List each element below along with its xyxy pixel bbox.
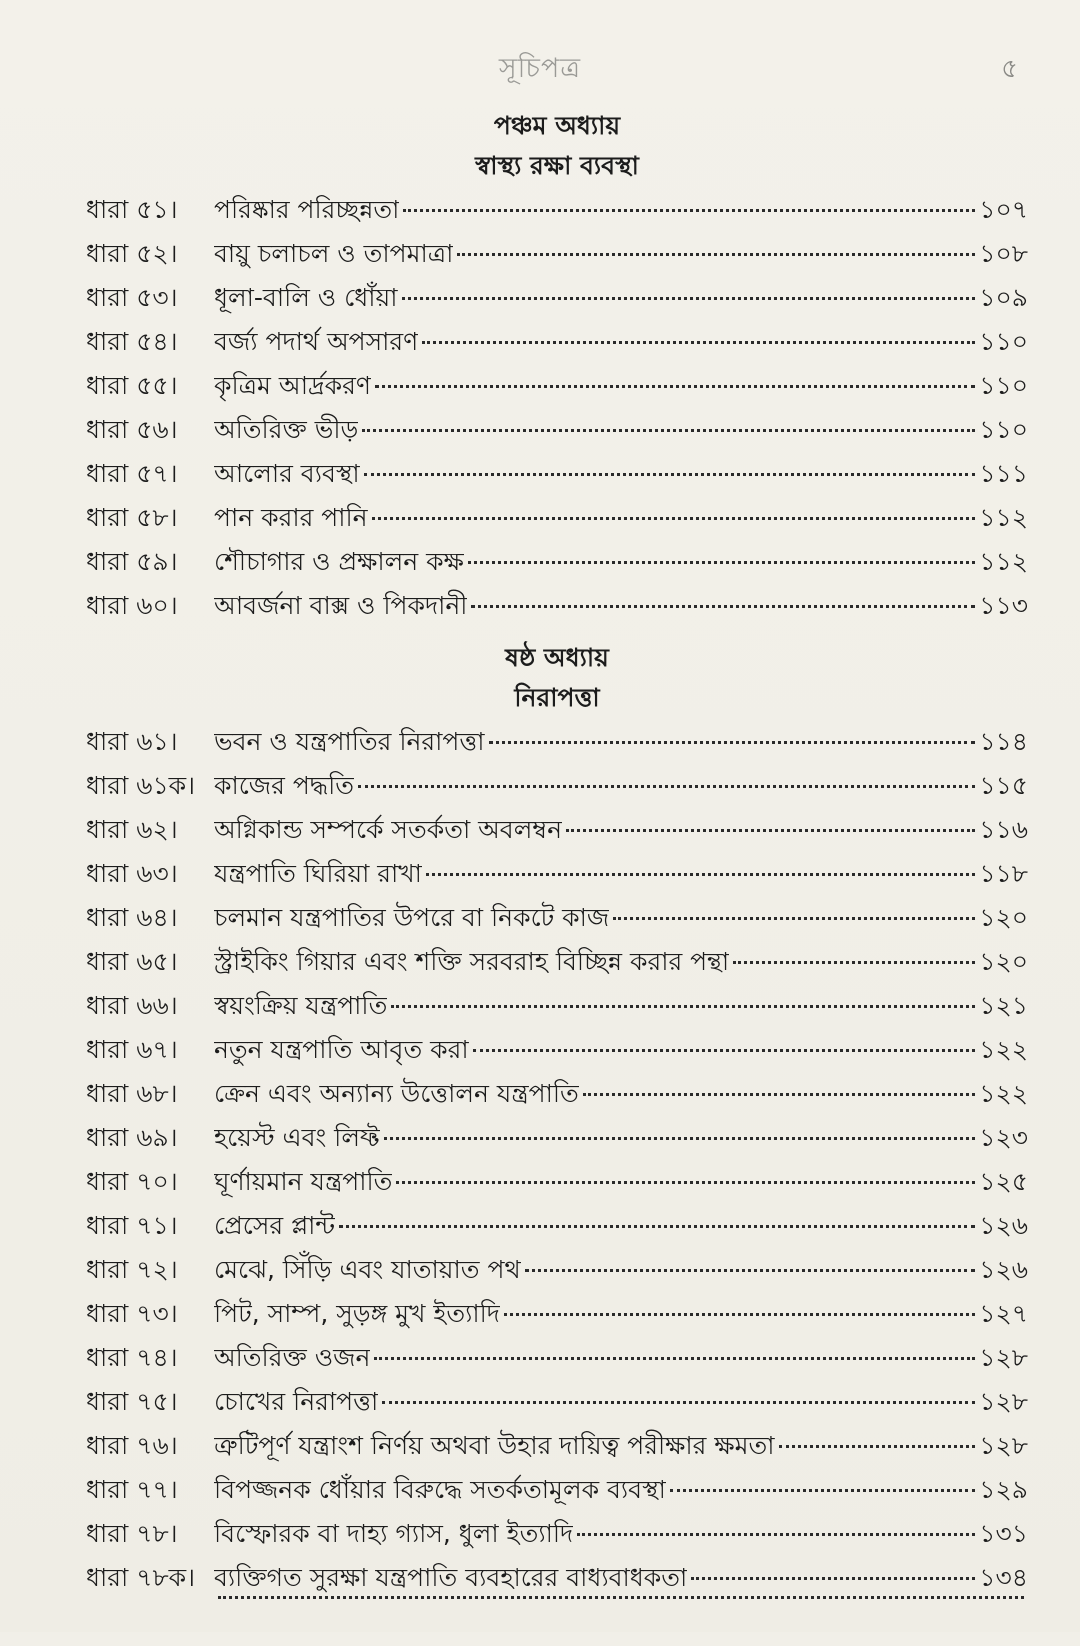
page-ref: ১২২ xyxy=(979,1079,1028,1108)
section-title: নতুন যন্ত্রপাতি আবৃত করা xyxy=(214,1035,469,1064)
page-ref: ১২২ xyxy=(979,1035,1028,1064)
section-title: পরিষ্কার পরিচ্ছন্নতা xyxy=(214,195,400,224)
toc-entry xyxy=(86,190,1028,234)
chapter-heading xyxy=(86,638,1028,718)
section-title: প্রেসের প্লান্ট xyxy=(214,1211,336,1240)
toc-entry xyxy=(86,234,1028,278)
section-number: ধারা ৫৯। xyxy=(86,547,178,576)
section-title: মেঝে, সিঁড়ি এবং যাতায়াত পথ xyxy=(214,1255,521,1284)
dot-leader xyxy=(468,561,975,564)
section-title: বিপজ্জনক ধোঁয়ার বিরুদ্ধে সতর্কতামূলক ব্যবস্থা xyxy=(214,1475,666,1504)
dot-leader xyxy=(374,1357,975,1360)
toc-entry xyxy=(86,722,1028,766)
section-number: ধারা ৬০। xyxy=(86,591,178,620)
toc-entry xyxy=(86,586,1028,630)
section-title: ত্রুটিপূর্ণ যন্ত্রাংশ নির্ণয় অথবা উহার দায়িত্ব পরীক্ষার ক্ষমতা xyxy=(214,1431,775,1460)
section-number: ধারা ৫৭। xyxy=(86,459,178,488)
toc-entry xyxy=(86,810,1028,854)
page-ref: ১২০ xyxy=(979,947,1028,976)
section-number: ধারা ৭৩। xyxy=(86,1299,178,1328)
toc-entry xyxy=(86,1030,1028,1074)
page-ref: ১১০ xyxy=(979,327,1028,356)
toc-entry xyxy=(86,1294,1028,1338)
section-number: ধারা ৬২। xyxy=(86,815,178,844)
toc-entry xyxy=(86,542,1028,586)
toc-entry xyxy=(86,1514,1028,1558)
section-number: ধারা ৭৫। xyxy=(86,1387,178,1416)
dot-leader xyxy=(691,1577,975,1580)
section-title: ব্যক্তিগত সুরক্ষা যন্ত্রপাতি ব্যবহারের বাধ্যবাধকতা xyxy=(214,1563,688,1592)
section-title: স্ট্রাইকিং গিয়ার এবং শক্তি সরবরাহ বিচ্ছিন্ন করার পন্থা xyxy=(214,947,730,976)
toc-entry xyxy=(86,766,1028,810)
dot-leader xyxy=(613,917,975,920)
dot-leader xyxy=(402,297,976,300)
dot-leader xyxy=(339,1225,975,1228)
section-title: ভবন ও যন্ত্রপাতির নিরাপত্তা xyxy=(214,727,485,756)
page-ref: ১১৬ xyxy=(979,815,1028,844)
dot-leader xyxy=(426,873,975,876)
section-number: ধারা ৭৪। xyxy=(86,1343,178,1372)
dot-leader xyxy=(779,1445,976,1448)
dot-leader xyxy=(364,473,976,476)
page-ref: ১২৮ xyxy=(979,1431,1028,1460)
page-ref: ১২৬ xyxy=(979,1211,1028,1240)
section-title: ধূলা-বালি ও ধোঁয়া xyxy=(214,283,398,312)
page-ref: ১২৬ xyxy=(979,1255,1028,1284)
chapter-heading xyxy=(86,106,1028,186)
toc-entry xyxy=(86,1426,1028,1470)
dot-leader xyxy=(396,1181,975,1184)
section-title: হয়েস্ট এবং লিফ্ট xyxy=(214,1123,380,1152)
section-number: ধারা ৫৮। xyxy=(86,503,178,532)
section-title: আবর্জনা বাক্স ও পিকদানী xyxy=(214,591,468,620)
section-number: ধারা ৭২। xyxy=(86,1255,178,1284)
toc-entry xyxy=(86,278,1028,322)
page-ref: ১২৮ xyxy=(979,1387,1028,1416)
dot-leader xyxy=(504,1313,975,1316)
page-ref: ১২৭ xyxy=(979,1299,1028,1328)
section-number: ধারা ৬৯। xyxy=(86,1123,178,1152)
section-title: ঘূর্ণায়মান যন্ত্রপাতি xyxy=(214,1167,393,1196)
toc-entry xyxy=(86,942,1028,986)
page-ref: ১১৪ xyxy=(979,727,1028,756)
section-number: ধারা ৬১। xyxy=(86,727,178,756)
section-title: স্বয়ংক্রিয় যন্ত্রপাতি xyxy=(214,991,388,1020)
page-ref: ১১২ xyxy=(979,547,1028,576)
section-number: ধারা ৭৬। xyxy=(86,1431,178,1460)
section-title: অতিরিক্ত ভীড় xyxy=(214,415,359,444)
section-number: ধারা ৬৪। xyxy=(86,903,178,932)
dot-leader xyxy=(375,385,975,388)
toc-entry xyxy=(86,1382,1028,1426)
dot-leader xyxy=(473,1049,976,1052)
section-number: ধারা ৬৮। xyxy=(86,1079,178,1108)
toc-entry xyxy=(86,410,1028,454)
toc-entry xyxy=(86,1338,1028,1382)
page-ref: ১০৯ xyxy=(979,283,1028,312)
dot-leader xyxy=(583,1093,975,1096)
dot-leader xyxy=(218,1596,1024,1599)
section-title: বর্জ্য পদার্থ অপসারণ xyxy=(214,327,419,356)
dot-leader xyxy=(422,341,975,344)
section-number: ধারা ৫৪। xyxy=(86,327,178,356)
chapter-subtitle: নিরাপত্তা xyxy=(514,683,600,712)
toc-entry xyxy=(86,898,1028,942)
toc-entry xyxy=(86,1602,1028,1646)
section-number: ধারা ৫৬। xyxy=(86,415,178,444)
section-number: ধারা ৬৭। xyxy=(86,1035,178,1064)
page-ref: ১২৫ xyxy=(979,1167,1028,1196)
dot-leader xyxy=(577,1533,975,1536)
dot-leader xyxy=(670,1489,975,1492)
page-ref: ১১১ xyxy=(979,459,1028,488)
section-number: ধারা ৭৮ক। xyxy=(86,1563,196,1592)
toc-entry xyxy=(86,1470,1028,1514)
section-title: অগ্নিকান্ড সম্পর্কে সতর্কতা অবলম্বন xyxy=(214,815,562,844)
toc-entry xyxy=(86,1250,1028,1294)
toc-entry xyxy=(86,498,1028,542)
section-title: কৃত্রিম আর্দ্রকরণ xyxy=(214,371,371,400)
page-ref: ১৩৪ xyxy=(979,1563,1028,1592)
section-number: ধারা ৫১। xyxy=(86,195,178,224)
chapter-title: ষষ্ঠ অধ্যায় xyxy=(505,643,609,672)
dot-leader xyxy=(391,1005,975,1008)
section-title: পিট, সাম্প, সুড়ঙ্গ মুখ ইত্যাদি xyxy=(214,1299,500,1328)
section-number: ধারা ৭৭। xyxy=(86,1475,178,1504)
page-ref: ১২০ xyxy=(979,903,1028,932)
toc-entry xyxy=(86,454,1028,498)
page-ref: ১১৮ xyxy=(979,859,1028,888)
page-number: ৫ xyxy=(1001,54,1018,84)
dot-leader xyxy=(457,253,975,256)
toc-entry xyxy=(86,322,1028,366)
section-number: ধারা ৭১। xyxy=(86,1211,178,1240)
section-title: বিস্ফোরক বা দাহ্য গ্যাস, ধুলা ইত্যাদি xyxy=(214,1519,574,1548)
toc-entry xyxy=(86,1118,1028,1162)
section-title: পান করার পানি xyxy=(214,503,368,532)
toc-entry xyxy=(86,1206,1028,1250)
section-title: চোখের নিরাপত্তা xyxy=(214,1387,379,1416)
running-header: সূচিপত্র xyxy=(498,53,582,84)
section-number: ধারা ৬১ক। xyxy=(86,771,196,800)
dot-leader xyxy=(384,1137,976,1140)
dot-leader xyxy=(403,209,975,212)
dot-leader xyxy=(362,429,975,432)
section-number: ধারা ৫৩। xyxy=(86,283,178,312)
page-ref: ১০৭ xyxy=(979,195,1028,224)
section-title: আলোর ব্যবস্থা xyxy=(214,459,360,488)
section-title: কাজের পদ্ধতি xyxy=(214,771,355,800)
chapter-subtitle: স্বাস্থ্য রক্ষা ব্যবস্থা xyxy=(475,151,639,180)
section-number: ধারা ৬৫। xyxy=(86,947,178,976)
toc-entry xyxy=(86,1162,1028,1206)
dot-leader xyxy=(382,1401,975,1404)
page-ref: ১২৯ xyxy=(979,1475,1028,1504)
section-number: ধারা ৭৮। xyxy=(86,1519,178,1548)
toc-entry xyxy=(86,854,1028,898)
toc-list xyxy=(86,190,1028,630)
section-title: যন্ত্রপাতি ঘিরিয়া রাখা xyxy=(214,859,422,888)
page-ref: ১১৫ xyxy=(979,771,1028,800)
page-ref: ১৩১ xyxy=(979,1519,1028,1548)
page-ref: ১১০ xyxy=(979,371,1028,400)
dot-leader xyxy=(471,605,975,608)
section-number: ধারা ৫২। xyxy=(86,239,178,268)
page-ref: ১১২ xyxy=(979,503,1028,532)
section-title: শৌচাগার ও প্রক্ষালন কক্ষ xyxy=(214,547,464,576)
section-number: ধারা ৬৬। xyxy=(86,991,178,1020)
section-title: বায়ু চলাচল ও তাপমাত্রা xyxy=(214,239,454,268)
toc-entry xyxy=(86,986,1028,1030)
dot-leader xyxy=(358,785,975,788)
toc-entry xyxy=(86,366,1028,410)
section-number: ধারা ৬৩। xyxy=(86,859,178,888)
toc-list xyxy=(86,722,1028,1646)
page-ref: ১২১ xyxy=(979,991,1028,1020)
section-number: ধারা ৫৫। xyxy=(86,371,178,400)
page-ref: ১২৩ xyxy=(979,1123,1028,1152)
dot-leader xyxy=(733,961,975,964)
section-number: ধারা ৭০। xyxy=(86,1167,178,1196)
dot-leader xyxy=(372,517,976,520)
section-title: অতিরিক্ত ওজন xyxy=(214,1343,371,1372)
page-ref: ১২৮ xyxy=(979,1343,1028,1372)
dot-leader xyxy=(489,741,976,744)
page-ref: ১০৮ xyxy=(979,239,1028,268)
dot-leader xyxy=(525,1269,976,1272)
dot-leader xyxy=(566,829,975,832)
chapter-title: পঞ্চম অধ্যায় xyxy=(493,111,621,140)
page-ref: ১১০ xyxy=(979,415,1028,444)
section-title: ক্রেন এবং অন্যান্য উত্তোলন যন্ত্রপাতি xyxy=(214,1079,579,1108)
page-ref: ১১৩ xyxy=(979,591,1028,620)
toc-entry xyxy=(86,1074,1028,1118)
section-title: চলমান যন্ত্রপাতির উপরে বা নিকটে কাজ xyxy=(214,903,610,932)
